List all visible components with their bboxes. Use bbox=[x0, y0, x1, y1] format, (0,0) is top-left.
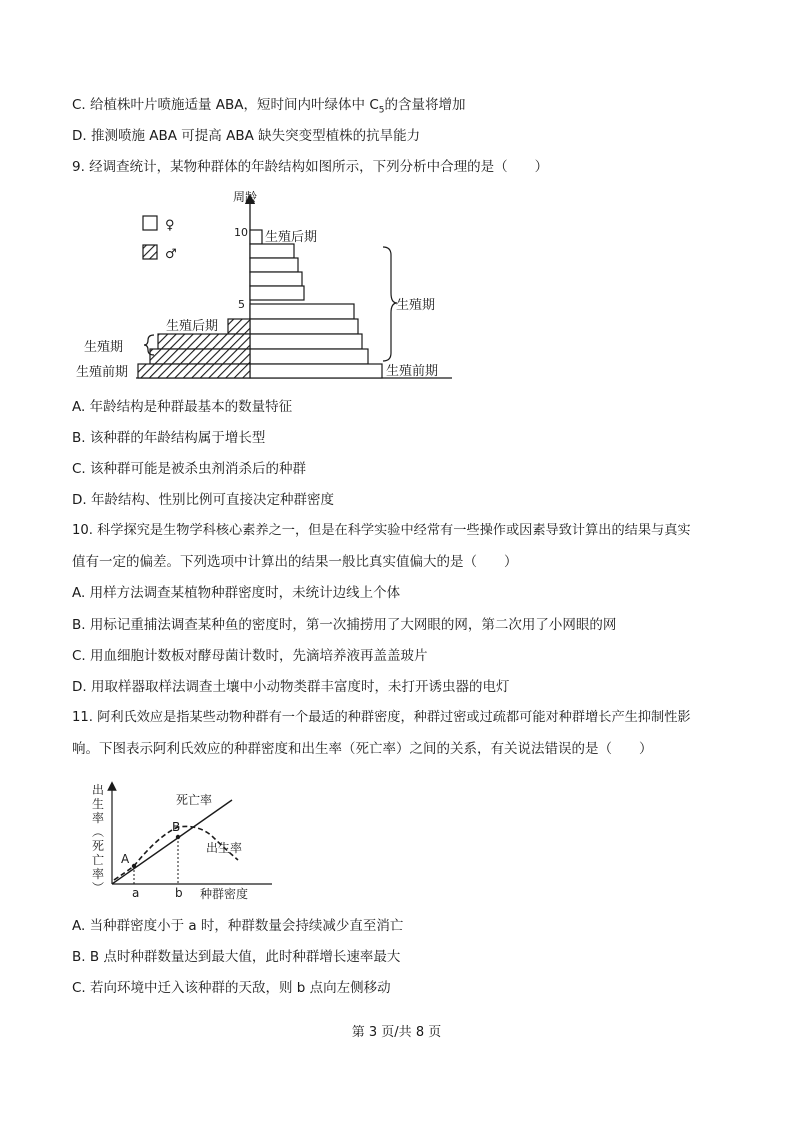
q9-option-b: B. 该种群的年龄结构属于增长型 bbox=[72, 430, 266, 446]
point-b-label: B bbox=[172, 820, 181, 834]
tick-5: 5 bbox=[238, 298, 245, 311]
q8-option-c-subscript: 5 bbox=[378, 105, 385, 116]
female-bars bbox=[250, 230, 382, 378]
label-repro-left: 生殖期 bbox=[84, 340, 124, 355]
q8-option-c-text-end: 的含量将增加 bbox=[384, 97, 466, 113]
female-bar-3 bbox=[250, 334, 362, 349]
q11-option-b: B. B 点时种群数量达到最大值，此时种群增长速率最大 bbox=[72, 949, 401, 965]
q8-option-d: D. 推测喷施 ABA 可提高 ABA 缺失突变型植株的抗旱能力 bbox=[72, 128, 421, 144]
q9-option-d: D. 年龄结构、性别比例可直接决定种群密度 bbox=[72, 492, 334, 508]
y-label-char: 死 bbox=[92, 839, 105, 853]
female-bar-10 bbox=[250, 230, 262, 244]
label-post-repro-left: 生殖后期 bbox=[166, 319, 219, 334]
page-footer: 第 3 页/共 8 页 bbox=[351, 1025, 442, 1040]
tick-a-label: a bbox=[132, 886, 140, 900]
brace-repro-right bbox=[383, 247, 397, 361]
label-repro-right: 生殖期 bbox=[396, 298, 436, 313]
death-rate-label: 死亡率 bbox=[176, 793, 213, 807]
q9-option-a: A. 年龄结构是种群最基本的数量特征 bbox=[72, 399, 293, 415]
q10-stem-line2: 值有一定的偏差。下列选项中计算出的结果一般比真实值偏大的是（ ） bbox=[72, 554, 518, 570]
x-axis-label: 种群密度 bbox=[200, 887, 249, 901]
y-label-char: 生 bbox=[92, 797, 105, 811]
q9-option-c: C. 该种群可能是被杀虫剂消杀后的种群 bbox=[72, 461, 307, 477]
q9-age-pyramid bbox=[70, 185, 470, 385]
point-a-label: A bbox=[121, 852, 130, 866]
y-label-char: ︶ bbox=[92, 881, 105, 895]
q11-option-a: A. 当种群密度小于 a 时，种群数量会持续减少直至消亡 bbox=[72, 918, 404, 934]
y-label-char: 率 bbox=[92, 811, 105, 825]
male-bar-1 bbox=[138, 364, 250, 378]
female-bar-8 bbox=[250, 258, 298, 272]
q10-option-b: B. 用标记重捕法调查某种鱼的密度时，第一次捕捞用了大网眼的网，第二次用了小网眼的网 bbox=[72, 617, 617, 633]
birth-rate-label: 出生率 bbox=[206, 841, 243, 855]
female-bar-4 bbox=[250, 319, 358, 334]
q11-option-c: C. 若向环境中迁入该种群的天敌，则 b 点向左侧移动 bbox=[72, 980, 391, 996]
female-bar-6 bbox=[250, 286, 304, 300]
q11-allee-effect-graph bbox=[88, 780, 288, 905]
legend-female-symbol: ♀ bbox=[165, 218, 175, 233]
y-label-char: 率 bbox=[92, 867, 105, 881]
female-bar-5 bbox=[250, 304, 354, 319]
q10-stem-line1: 10. 科学探究是生物学科核心素养之一，但是在科学实验中经常有一些操作或因素导致计算出的结果与真实 bbox=[72, 523, 691, 538]
label-pre-repro-left: 生殖前期 bbox=[76, 365, 129, 380]
q8-option-c-text: C. 给植株叶片喷施适量 ABA，短时间内叶绿体中 C bbox=[72, 97, 379, 113]
female-bar-9 bbox=[250, 244, 294, 258]
male-bar-4 bbox=[228, 319, 250, 334]
legend-female-swatch bbox=[143, 216, 157, 230]
tick-b-label: b bbox=[175, 886, 183, 900]
female-bar-1 bbox=[250, 364, 382, 378]
label-post-repro-right: 生殖后期 bbox=[265, 230, 318, 245]
label-pre-repro-right: 生殖前期 bbox=[386, 364, 439, 379]
y-label-char: ︵ bbox=[92, 825, 105, 839]
female-bar-7 bbox=[250, 272, 302, 286]
male-bar-2 bbox=[150, 349, 250, 364]
q8-option-c bbox=[72, 96, 465, 120]
q10-option-c: C. 用血细胞计数板对酵母菌计数时，先滴培养液再盖盖玻片 bbox=[72, 648, 428, 664]
q11-stem-line1: 11. 阿利氏效应是指某些动物种群有一个最适的种群密度，种群过密或过疏都可能对种群增长产生抑制性影 bbox=[72, 710, 691, 725]
female-bar-2 bbox=[250, 349, 368, 364]
y-axis-label: 周龄 bbox=[233, 190, 258, 204]
legend-male-swatch bbox=[143, 245, 157, 259]
y-label-char: 出 bbox=[92, 783, 105, 797]
q10-option-d: D. 用取样器取样法调查土壤中小动物类群丰富度时，未打开诱虫器的电灯 bbox=[72, 679, 510, 695]
tick-10: 10 bbox=[234, 226, 248, 239]
q10-option-a: A. 用样方法调查某植物种群密度时，未统计边线上个体 bbox=[72, 585, 401, 601]
q9-stem: 9. 经调查统计，某物种群体的年龄结构如图所示，下列分析中合理的是（ ） bbox=[72, 159, 549, 175]
q11-stem-line2: 响。下图表示阿利氏效应的种群密度和出生率（死亡率）之间的关系，有关说法错误的是（ ） bbox=[72, 741, 653, 757]
y-label-char: 亡 bbox=[92, 853, 105, 867]
legend-male-symbol: ♂ bbox=[165, 247, 177, 262]
male-bar-3 bbox=[158, 334, 250, 349]
y-axis-label bbox=[92, 782, 104, 895]
